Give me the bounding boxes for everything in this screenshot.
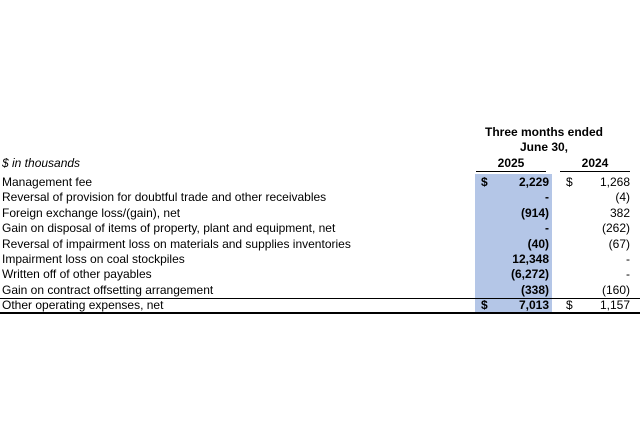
table-row (0, 267, 640, 282)
column-header-2024: 2024 (560, 156, 630, 172)
value-2025: 2,229 (518, 175, 549, 189)
currency-symbol: $ (566, 298, 573, 313)
column-header-2025: 2025 (476, 156, 546, 172)
value-2025: 12,348 (512, 251, 549, 266)
total-row (0, 298, 640, 314)
value-2025: - (545, 190, 549, 205)
table-row (0, 237, 640, 252)
value-2024: - (626, 267, 630, 282)
row-label: Reversal of impairment loss on materials and supplies inventories (2, 236, 351, 251)
value-2024: 1,157 (599, 298, 630, 313)
period-subtitle: June 30, (519, 140, 569, 154)
table-row (0, 252, 640, 267)
value-2025: 7,013 (518, 298, 549, 313)
table-row (0, 206, 640, 221)
row-label: Written off of other payables (2, 267, 152, 282)
value-2025: - (545, 221, 549, 236)
value-2025: (6,272) (510, 267, 549, 282)
value-2024: (67) (608, 236, 630, 251)
units-label: $ in thousands (2, 156, 81, 170)
row-label: Management fee (2, 175, 93, 189)
value-2024: (160) (601, 282, 630, 297)
row-label: Foreign exchange loss/(gain), net (2, 205, 181, 220)
currency-symbol: $ (481, 298, 488, 313)
row-label: Gain on contract offsetting arrangement (2, 282, 214, 297)
value-2024: (4) (615, 190, 630, 205)
value-2024: 1,268 (599, 175, 630, 189)
value-2024: (262) (601, 221, 630, 236)
table-row (0, 283, 640, 298)
value-2025: (914) (520, 205, 549, 220)
value-2024: 382 (609, 205, 630, 220)
currency-symbol: $ (481, 175, 488, 189)
value-2025: (338) (520, 282, 549, 297)
value-2025: (40) (527, 236, 549, 251)
row-label: Gain on disposal of items of property, plant and equipment, net (2, 221, 336, 236)
table-row (0, 221, 640, 236)
table-body (0, 175, 640, 314)
table-row (0, 190, 640, 205)
period-title: Three months ended (484, 125, 603, 139)
currency-symbol: $ (566, 175, 573, 189)
table-row (0, 175, 640, 190)
row-label: Impairment loss on coal stockpiles (2, 251, 185, 266)
value-2024: - (626, 251, 630, 266)
row-label: Other operating expenses, net (2, 298, 164, 313)
row-label: Reversal of provision for doubtful trade and other receivables (2, 190, 327, 205)
